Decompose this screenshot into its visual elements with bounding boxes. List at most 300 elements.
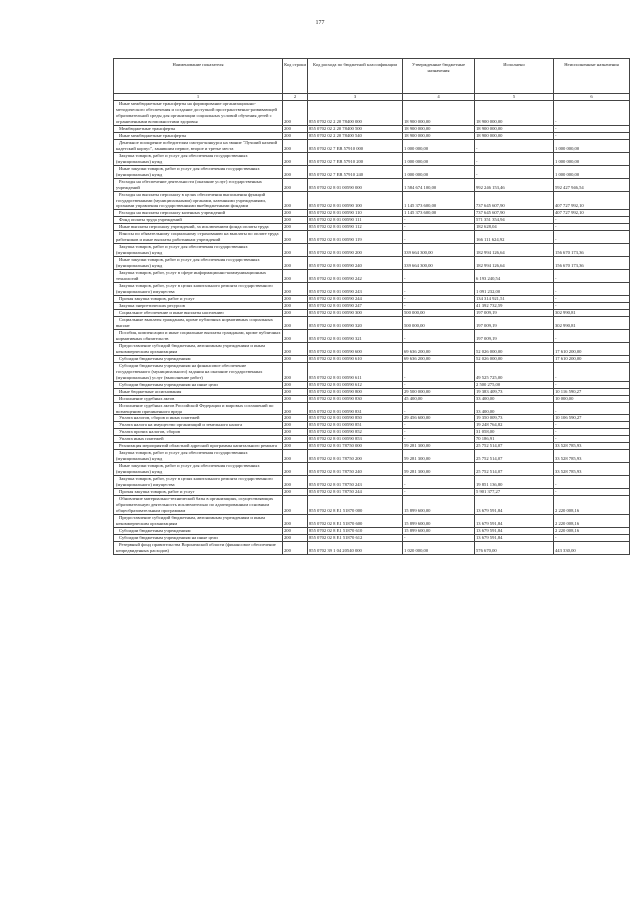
row-remaining-cell: 1 000 000,00 — [554, 165, 630, 178]
table-row — [114, 388, 630, 395]
column-number: 3 — [308, 94, 403, 101]
row-executed-cell: 19 248 764,82 — [475, 422, 554, 429]
row-name-cell: Предоставление субсидий бюджетным, автономным учреждениям и иным некоммерческим организациям — [114, 342, 283, 355]
row-executed-cell: 70 186,91 — [475, 436, 554, 443]
row-kbk-cell: 855 0702 02 8 01 00590 853 — [308, 436, 403, 443]
row-kbk-cell: 855 0702 02 8 01 00590 852 — [308, 429, 403, 436]
table-row — [114, 355, 630, 362]
row-name-cell: Расходы на обеспечение деятельности (оказание услуг) государственных учреждений — [114, 178, 283, 191]
row-executed-cell: 41 392 732,59 — [475, 303, 554, 310]
column-header: Код расхода по бюджетной классификации — [308, 59, 403, 94]
row-approved-cell: 45 400,00 — [403, 395, 475, 402]
row-name-cell: Резервный фонд правительства Воронежской области (финансовое обеспечение непредвиденных расходов) — [114, 541, 283, 554]
table-row — [114, 329, 630, 342]
row-name-cell: Иные закупки товаров, работ и услуг для обеспечения государственных (муниципальных) нужд — [114, 463, 283, 476]
row-executed-cell: 182 994 126,64 — [475, 257, 554, 270]
table-row — [114, 534, 630, 541]
row-name-cell: Иные закупки товаров, работ и услуг для обеспечения государственных (муниципальных) нужд — [114, 257, 283, 270]
row-code-cell: 200 — [283, 342, 308, 355]
row-code-cell: 200 — [283, 100, 308, 125]
column-header: Наименование показателя — [114, 59, 283, 94]
row-approved-cell: - — [403, 217, 475, 224]
row-approved-cell: 15 899 600,00 — [403, 496, 475, 515]
row-remaining-cell: - — [554, 329, 630, 342]
row-executed-cell: 13 679 591,84 — [475, 527, 554, 534]
row-name-cell: Расходы на выплаты персоналу в целях обеспечения выполнения функций государственными (муниципальными) органами, казенными учреждениями, органами управления государственными внебюджетными фондами — [114, 191, 283, 210]
row-executed-cell: 18 900 000,00 — [475, 132, 554, 139]
row-remaining-cell: 407 727 992,10 — [554, 210, 630, 217]
row-remaining-cell: 592 427 946,54 — [554, 178, 630, 191]
row-approved-cell: - — [403, 296, 475, 303]
row-remaining-cell: 17 610 200,00 — [554, 355, 630, 362]
row-executed-cell: 576 670,00 — [475, 541, 554, 554]
row-remaining-cell: - — [554, 476, 630, 489]
row-name-cell: Прочая закупка товаров, работ и услуг — [114, 489, 283, 496]
row-kbk-cell: 855 0702 02 7 EB 57910 000 — [308, 139, 403, 152]
table-row — [114, 132, 630, 139]
table-row — [114, 463, 630, 476]
row-kbk-cell: 855 0702 02 8 E1 51870 612 — [308, 534, 403, 541]
row-remaining-cell: 2 220 008,16 — [554, 515, 630, 528]
row-approved-cell: - — [403, 381, 475, 388]
row-approved-cell: 59 281 300,00 — [403, 463, 475, 476]
row-code-cell: 200 — [283, 395, 308, 402]
table-row — [114, 231, 630, 244]
row-name-cell: Закупка товаров, работ, услуг в целях капитального ремонта государственного (муниципального) имущества — [114, 283, 283, 296]
row-code-cell: 200 — [283, 296, 308, 303]
table-row — [114, 429, 630, 436]
row-code-cell: 200 — [283, 515, 308, 528]
row-kbk-cell: 855 0702 02 8 01 00590 100 — [308, 191, 403, 210]
column-number: 2 — [283, 94, 308, 101]
row-code-cell: 200 — [283, 309, 308, 316]
row-approved-cell: 59 281 300,00 — [403, 450, 475, 463]
row-executed-cell: 1 091 232,00 — [475, 283, 554, 296]
row-approved-cell: 15 899 600,00 — [403, 515, 475, 528]
row-code-cell: 200 — [283, 244, 308, 257]
row-code-cell: 200 — [283, 534, 308, 541]
table-row — [114, 224, 630, 231]
table-row — [114, 125, 630, 132]
table-row — [114, 381, 630, 388]
row-executed-cell: 25 752 514,07 — [475, 443, 554, 450]
row-remaining-cell: - — [554, 436, 630, 443]
row-remaining-cell: 443 330,00 — [554, 541, 630, 554]
row-remaining-cell: 10 106 590,27 — [554, 415, 630, 422]
row-kbk-cell: 855 0702 02 8 01 00590 244 — [308, 296, 403, 303]
row-kbk-cell: 855 0702 02 8 01 00590 240 — [308, 257, 403, 270]
row-code-cell: 200 — [283, 450, 308, 463]
row-executed-cell: 52 026 000,00 — [475, 342, 554, 355]
column-header: Неисполненные назначения — [554, 59, 630, 94]
row-code-cell: 200 — [283, 436, 308, 443]
row-kbk-cell: 855 0702 02 8 01 00590 111 — [308, 217, 403, 224]
budget-table — [113, 58, 630, 555]
row-remaining-cell: 2 220 008,16 — [554, 496, 630, 515]
row-code-cell: 200 — [283, 402, 308, 415]
row-name-cell: Субсидии бюджетным учреждениям на финансовое обеспечение государственного (муниципального) задания на оказание государственных (муниципальных) услуг (выполнение работ) — [114, 362, 283, 381]
row-code-cell: 200 — [283, 132, 308, 139]
row-approved-cell: - — [403, 489, 475, 496]
table-row — [114, 489, 630, 496]
row-kbk-cell: 855 0702 02 8 01 00590 119 — [308, 231, 403, 244]
row-name-cell: Уплата налогов, сборов и иных платежей — [114, 415, 283, 422]
row-kbk-cell: 855 0702 02 8 01 00590 831 — [308, 402, 403, 415]
row-executed-cell: 5 901 377,27 — [475, 489, 554, 496]
table-row — [114, 527, 630, 534]
row-code-cell: 200 — [283, 496, 308, 515]
row-executed-cell: 197 009,19 — [475, 316, 554, 329]
row-name-cell: Пособия, компенсации и иные социальные выплаты гражданам, кроме публичных нормативных обязательств — [114, 329, 283, 342]
row-kbk-cell: 855 0702 02 2 20 78400 500 — [308, 125, 403, 132]
row-code-cell: 200 — [283, 210, 308, 217]
table-header-row — [114, 59, 630, 94]
row-executed-cell: 49 525 725,00 — [475, 362, 554, 381]
row-name-cell: Закупка товаров, работ, услуг в целях капитального ремонта государственного (муниципального) имущества — [114, 476, 283, 489]
row-executed-cell: 33 400,00 — [475, 402, 554, 415]
table-row — [114, 309, 630, 316]
row-approved-cell: 339 664 300,00 — [403, 244, 475, 257]
row-name-cell: Закупка энергетических ресурсов — [114, 303, 283, 310]
row-kbk-cell: 855 0702 02 8 01 78750 243 — [308, 476, 403, 489]
row-code-cell: 200 — [283, 415, 308, 422]
table-row — [114, 415, 630, 422]
row-approved-cell: 339 664 300,00 — [403, 257, 475, 270]
row-kbk-cell: 855 0702 02 8 01 00590 830 — [308, 395, 403, 402]
row-executed-cell: 19 851 136,80 — [475, 476, 554, 489]
row-kbk-cell: 855 0702 02 8 01 00590 851 — [308, 422, 403, 429]
row-approved-cell: - — [403, 231, 475, 244]
row-executed-cell: 134 314 921,51 — [475, 296, 554, 303]
row-executed-cell: 571 351 354,94 — [475, 217, 554, 224]
row-remaining-cell: - — [554, 125, 630, 132]
row-approved-cell: - — [403, 476, 475, 489]
row-executed-cell: 737 645 607,90 — [475, 210, 554, 217]
row-approved-cell: - — [403, 429, 475, 436]
row-name-cell: Иные межбюджетные трансферты на формирование организационно-методического обеспечения и создание доступной пространственно-развивающей образовательной среды для организации социальных условий обучения детей с ограниченными возможностями здоровья — [114, 100, 283, 125]
table-row — [114, 270, 630, 283]
row-approved-cell: - — [403, 402, 475, 415]
row-executed-cell: 25 752 514,07 — [475, 450, 554, 463]
row-remaining-cell: 17 610 200,00 — [554, 342, 630, 355]
row-executed-cell: - — [475, 152, 554, 165]
row-remaining-cell: - — [554, 429, 630, 436]
row-approved-cell: 1 000 000,00 — [403, 152, 475, 165]
row-kbk-cell: 855 0702 02 8 01 00590 300 — [308, 309, 403, 316]
row-approved-cell: - — [403, 422, 475, 429]
row-remaining-cell: 1 000 000,00 — [554, 152, 630, 165]
row-name-cell: Иные межбюджетные трансферты — [114, 132, 283, 139]
row-approved-cell: 500 000,00 — [403, 316, 475, 329]
row-code-cell: 200 — [283, 316, 308, 329]
row-name-cell: Уплата налога на имущество организаций и земельного налога — [114, 422, 283, 429]
row-kbk-cell: 855 0702 02 7 EB 57910 240 — [308, 165, 403, 178]
row-kbk-cell: 855 0702 02 8 01 78750 240 — [308, 463, 403, 476]
row-code-cell: 200 — [283, 257, 308, 270]
row-executed-cell: 25 752 514,07 — [475, 463, 554, 476]
row-remaining-cell: 33 528 785,93 — [554, 463, 630, 476]
row-remaining-cell: 10 000,00 — [554, 395, 630, 402]
row-approved-cell: - — [403, 436, 475, 443]
row-executed-cell: 2 500 275,00 — [475, 381, 554, 388]
row-executed-cell: 33 400,00 — [475, 395, 554, 402]
row-code-cell: 200 — [283, 527, 308, 534]
column-header: Исполнено — [475, 59, 554, 94]
row-remaining-cell: - — [554, 132, 630, 139]
table-row — [114, 257, 630, 270]
row-kbk-cell: 855 0702 02 8 E1 51870 000 — [308, 496, 403, 515]
row-remaining-cell: - — [554, 489, 630, 496]
row-executed-cell: 31 058,00 — [475, 429, 554, 436]
table-row — [114, 316, 630, 329]
row-kbk-cell: 855 0702 02 8 01 78750 244 — [308, 489, 403, 496]
table-row — [114, 244, 630, 257]
table-row — [114, 395, 630, 402]
table-row — [114, 217, 630, 224]
row-kbk-cell: 855 0702 02 8 01 00590 321 — [308, 329, 403, 342]
column-number: 4 — [403, 94, 475, 101]
row-approved-cell: 1 145 373 600,00 — [403, 210, 475, 217]
row-name-cell: Субсидии бюджетным учреждениям — [114, 355, 283, 362]
row-name-cell: Закупка товаров, работ и услуг для обеспечения государственных (муниципальных) нужд — [114, 152, 283, 165]
row-executed-cell: 13 679 591,84 — [475, 515, 554, 528]
row-code-cell: 200 — [283, 388, 308, 395]
page-number: 177 — [315, 20, 325, 26]
row-executed-cell: 737 645 607,90 — [475, 191, 554, 210]
row-kbk-cell: 855 0702 39 1 04 20540 000 — [308, 541, 403, 554]
row-name-cell: Субсидии бюджетным учреждениям на иные цели — [114, 534, 283, 541]
row-executed-cell: 13 679 591,84 — [475, 534, 554, 541]
row-remaining-cell: - — [554, 296, 630, 303]
row-name-cell: Уплата прочих налогов, сборов — [114, 429, 283, 436]
row-code-cell: 200 — [283, 489, 308, 496]
row-kbk-cell: 855 0702 02 2 20 78400 540 — [308, 132, 403, 139]
row-code-cell: 200 — [283, 125, 308, 132]
row-name-cell: Прочая закупка товаров, работ и услуг — [114, 296, 283, 303]
row-executed-cell: 992 246 153,46 — [475, 178, 554, 191]
row-executed-cell: 19 350 009,73 — [475, 415, 554, 422]
row-kbk-cell: 855 0702 02 8 01 00590 320 — [308, 316, 403, 329]
row-name-cell: Иные бюджетные ассигнования — [114, 388, 283, 395]
row-executed-cell: 6 193 240,54 — [475, 270, 554, 283]
table-row — [114, 342, 630, 355]
row-name-cell: Межбюджетные трансферты — [114, 125, 283, 132]
row-code-cell: 200 — [283, 152, 308, 165]
row-kbk-cell: 855 0702 02 8 01 00590 247 — [308, 303, 403, 310]
table-row — [114, 283, 630, 296]
table-row — [114, 436, 630, 443]
row-name-cell: Субсидии бюджетным учреждениям — [114, 527, 283, 534]
row-kbk-cell: 855 0702 02 7 EB 57910 200 — [308, 152, 403, 165]
table-row — [114, 165, 630, 178]
row-code-cell: 200 — [283, 422, 308, 429]
table-row — [114, 443, 630, 450]
row-remaining-cell: - — [554, 224, 630, 231]
row-kbk-cell: 855 0702 02 8 01 00590 000 — [308, 178, 403, 191]
row-name-cell: Реализация мероприятий областной адресной программы капитального ремонта — [114, 443, 283, 450]
row-remaining-cell: 10 116 590,27 — [554, 388, 630, 395]
row-approved-cell: - — [403, 303, 475, 310]
row-remaining-cell: - — [554, 283, 630, 296]
table-row — [114, 210, 630, 217]
row-kbk-cell: 855 0702 02 8 E1 51870 610 — [308, 527, 403, 534]
row-name-cell: Закупка товаров, работ, услуг в сфере информационно-коммуникационных технологий — [114, 270, 283, 283]
row-remaining-cell: - — [554, 362, 630, 381]
row-name-cell: Исполнение судебных актов — [114, 395, 283, 402]
row-executed-cell: - — [475, 139, 554, 152]
row-name-cell: Обновление материально-технической базы в организациях, осуществляющих образовательную деятельность исключительно по адаптированным основным общеобразовательным программам — [114, 496, 283, 515]
row-executed-cell: 52 026 000,00 — [475, 355, 554, 362]
row-kbk-cell: 855 0702 02 8 01 00590 110 — [308, 210, 403, 217]
row-name-cell: Расходы на выплаты персоналу казенных учреждений — [114, 210, 283, 217]
row-name-cell: Фонд оплаты труда учреждений — [114, 217, 283, 224]
row-name-cell: Денежное поощрение победителям смотра-конкурса на звание "Лучший казачий кадетский корпус", занявшим первое, второе и третье места — [114, 139, 283, 152]
row-kbk-cell: 855 0702 02 8 01 00590 112 — [308, 224, 403, 231]
row-executed-cell: 19 383 409,73 — [475, 388, 554, 395]
row-executed-cell: 166 111 624,92 — [475, 231, 554, 244]
row-code-cell: 200 — [283, 329, 308, 342]
row-kbk-cell: 855 0702 02 8 01 78750 200 — [308, 450, 403, 463]
row-name-cell: Исполнение судебных актов Российской Федерации и мировых соглашений по возмещению причиненного вреда — [114, 402, 283, 415]
row-approved-cell: 1 020 000,00 — [403, 541, 475, 554]
row-executed-cell: 13 679 591,84 — [475, 496, 554, 515]
row-executed-cell: 182 994 126,64 — [475, 244, 554, 257]
row-remaining-cell: - — [554, 270, 630, 283]
row-kbk-cell: 855 0702 02 8 E1 51870 600 — [308, 515, 403, 528]
row-executed-cell: 197 009,19 — [475, 309, 554, 316]
row-approved-cell: 500 000,00 — [403, 309, 475, 316]
row-code-cell: 200 — [283, 303, 308, 310]
row-name-cell: Взносы по обязательному социальному страхованию на выплаты по оплате труда работников и иные выплаты работникам учреждений — [114, 231, 283, 244]
row-remaining-cell: - — [554, 231, 630, 244]
row-remaining-cell: 302 990,81 — [554, 309, 630, 316]
row-approved-cell: 15 899 600,00 — [403, 527, 475, 534]
table-row — [114, 178, 630, 191]
row-approved-cell: 69 636 200,00 — [403, 342, 475, 355]
row-kbk-cell: 855 0702 02 8 01 00590 243 — [308, 283, 403, 296]
row-kbk-cell: 855 0702 02 8 01 00590 242 — [308, 270, 403, 283]
row-approved-cell: - — [403, 283, 475, 296]
row-code-cell: 200 — [283, 443, 308, 450]
row-code-cell: 200 — [283, 224, 308, 231]
row-approved-cell: - — [403, 224, 475, 231]
row-code-cell: 200 — [283, 429, 308, 436]
row-remaining-cell: - — [554, 381, 630, 388]
row-executed-cell: 18 900 000,00 — [475, 125, 554, 132]
row-kbk-cell: 855 0702 02 8 01 00590 610 — [308, 355, 403, 362]
row-approved-cell: 1 000 000,00 — [403, 139, 475, 152]
row-remaining-cell: 2 220 008,16 — [554, 527, 630, 534]
row-name-cell: Предоставление субсидий бюджетным, автономным учреждениям и иным некоммерческим организациям — [114, 515, 283, 528]
table-row — [114, 541, 630, 554]
row-remaining-cell: - — [554, 303, 630, 310]
row-name-cell: Иные выплаты персоналу учреждений, за исключением фонда оплаты труда — [114, 224, 283, 231]
row-approved-cell: 18 900 000,00 — [403, 132, 475, 139]
row-remaining-cell: 156 670 173,36 — [554, 257, 630, 270]
row-executed-cell: 182 628,04 — [475, 224, 554, 231]
row-code-cell: 200 — [283, 283, 308, 296]
row-name-cell: Закупка товаров, работ и услуг для обеспечения государственных (муниципальных) нужд — [114, 450, 283, 463]
table-row — [114, 402, 630, 415]
row-kbk-cell: 855 0702 02 2 20 78400 000 — [308, 100, 403, 125]
row-kbk-cell: 855 0702 02 8 01 00590 611 — [308, 362, 403, 381]
table-row — [114, 191, 630, 210]
row-kbk-cell: 855 0702 02 8 01 00590 200 — [308, 244, 403, 257]
row-approved-cell: 1 000 000,00 — [403, 165, 475, 178]
row-executed-cell: 197 009,19 — [475, 329, 554, 342]
column-number-row — [114, 94, 630, 101]
row-remaining-cell: 33 528 785,93 — [554, 443, 630, 450]
row-approved-cell: 59 281 300,00 — [403, 443, 475, 450]
table-row — [114, 296, 630, 303]
table-row — [114, 496, 630, 515]
row-name-cell: Уплата иных платежей — [114, 436, 283, 443]
row-remaining-cell: - — [554, 217, 630, 224]
row-remaining-cell: 33 528 785,93 — [554, 450, 630, 463]
row-code-cell: 200 — [283, 231, 308, 244]
row-code-cell: 200 — [283, 355, 308, 362]
row-approved-cell: 69 636 200,00 — [403, 355, 475, 362]
row-kbk-cell: 855 0702 02 8 01 00590 800 — [308, 388, 403, 395]
row-code-cell: 200 — [283, 165, 308, 178]
row-approved-cell: 18 900 000,00 — [403, 100, 475, 125]
row-name-cell: Закупка товаров, работ и услуг для обеспечения государственных (муниципальных) нужд — [114, 244, 283, 257]
row-remaining-cell: 302 990,81 — [554, 316, 630, 329]
column-header: Утвержденные бюджетные назначения — [403, 59, 475, 94]
row-kbk-cell: 855 0702 02 8 01 00590 600 — [308, 342, 403, 355]
row-name-cell: Иные закупки товаров, работ и услуг для обеспечения государственных (муниципальных) нужд — [114, 165, 283, 178]
row-approved-cell: 1 584 674 100,00 — [403, 178, 475, 191]
row-code-cell: 200 — [283, 178, 308, 191]
row-remaining-cell: - — [554, 534, 630, 541]
row-approved-cell: - — [403, 534, 475, 541]
row-code-cell: 200 — [283, 270, 308, 283]
table-row — [114, 152, 630, 165]
row-approved-cell: - — [403, 362, 475, 381]
row-approved-cell: 18 900 000,00 — [403, 125, 475, 132]
row-name-cell: Социальное обеспечение и иные выплаты населению — [114, 309, 283, 316]
table-row — [114, 515, 630, 528]
row-executed-cell: 18 900 000,00 — [475, 100, 554, 125]
table-row — [114, 362, 630, 381]
row-remaining-cell: - — [554, 100, 630, 125]
row-code-cell: 200 — [283, 217, 308, 224]
row-approved-cell: 1 145 373 600,00 — [403, 191, 475, 210]
row-code-cell: 200 — [283, 362, 308, 381]
row-code-cell: 200 — [283, 381, 308, 388]
table-row — [114, 100, 630, 125]
column-header: Код строки — [283, 59, 308, 94]
table-body — [114, 100, 630, 554]
row-code-cell: 200 — [283, 191, 308, 210]
row-remaining-cell: 156 670 173,36 — [554, 244, 630, 257]
row-approved-cell: - — [403, 329, 475, 342]
row-kbk-cell: 855 0702 02 8 01 00590 850 — [308, 415, 403, 422]
row-approved-cell: - — [403, 270, 475, 283]
column-number: 5 — [475, 94, 554, 101]
row-remaining-cell: - — [554, 422, 630, 429]
row-code-cell: 200 — [283, 541, 308, 554]
table-row — [114, 139, 630, 152]
row-name-cell: Социальные выплаты гражданам, кроме публичных нормативных социальных выплат — [114, 316, 283, 329]
row-code-cell: 200 — [283, 139, 308, 152]
row-remaining-cell: 1 000 000,00 — [554, 139, 630, 152]
table-row — [114, 303, 630, 310]
row-executed-cell: - — [475, 165, 554, 178]
row-kbk-cell: 855 0702 02 8 01 78750 000 — [308, 443, 403, 450]
column-number: 6 — [554, 94, 630, 101]
table-row — [114, 450, 630, 463]
